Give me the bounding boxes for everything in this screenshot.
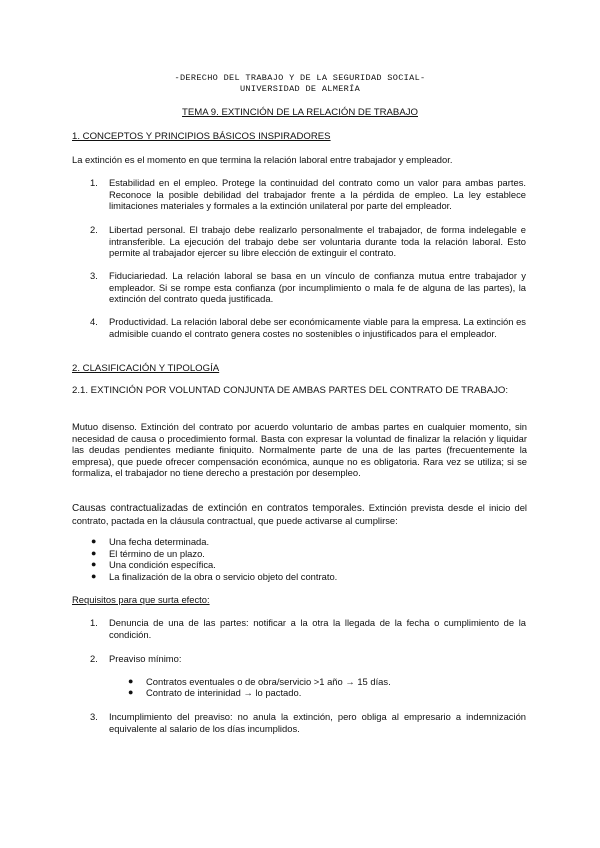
- university-header: UNIVERSIDAD DE ALMERÍA: [239, 84, 361, 94]
- subsection-2-1-heading: 2.1. EXTINCIÓN POR VOLUNTAD CONJUNTA DE AMBAS PARTES DEL CONTRATO DE TRABAJO:: [72, 385, 509, 396]
- principle-item: Fiduciariedad. La relación laboral se basa en un vínculo de confianza mutua entre trabajador y empleador. Si se rompe esta confianza (por incumplimiento o mala fe de alguna de las partes), la extinción del contrato queda justificada.: [109, 270, 526, 305]
- section1-intro: La extinción es el momento en que termina la relación laboral entre trabajador y empleador.: [72, 154, 453, 165]
- list-item: La finalización de la obra o servicio objeto del contrato.: [109, 571, 338, 582]
- requisitos-heading: Requisitos para que surta efecto:: [72, 594, 210, 605]
- page-title: TEMA 9. EXTINCIÓN DE LA RELACIÓN DE TRABAJO: [182, 107, 418, 118]
- causas-paragraph: [72, 502, 527, 526]
- list-item: Una fecha determinada.: [109, 536, 210, 547]
- requisito-item: Denuncia de una de las partes: notificar a la otra la llegada de la fecha o cumplimiento de la condición.: [109, 617, 526, 640]
- principle-item: Productividad. La relación laboral debe ser económicamente viable para la empresa. La extinción es admisible cuando el contrato genera costes no sostenibles o injustificados para el empleador.: [109, 316, 526, 339]
- bullet-icon: ●: [128, 687, 134, 697]
- principle-item: Estabilidad en el empleo. Protege la continuidad del contrato como un valor para ambas partes. Reconoce la posible debilidad del trabajador frente a la pérdida de empleo. La ley establece limitaciones materiales y formales a la extinción unilateral por parte del empleador.: [109, 177, 526, 212]
- bullet-icon: ●: [91, 536, 97, 546]
- list-item: Contrato de interinidad → lo pactado.: [146, 687, 302, 698]
- list-number: 2.: [90, 224, 98, 235]
- bullet-icon: ●: [91, 559, 97, 569]
- list-number: 1.: [90, 177, 98, 188]
- principle-item: Libertad personal. El trabajo debe realizarlo personalmente el trabajador, de forma indelegable e intransferible. La ejecución del trabajo debe ser voluntaria durante toda la relación laboral. Esto permite al trabajador ejercer su libre elección de extinguir el contrato.: [109, 224, 526, 259]
- list-number: 3.: [90, 270, 98, 281]
- course-header: -DERECHO DEL TRABAJO Y DE LA SEGURIDAD SOCIAL-: [174, 73, 426, 83]
- section2-heading: 2. CLASIFICACIÓN Y TIPOLOGÍA: [72, 363, 220, 374]
- causas-lead: Causas contractualizadas de extinción en contratos temporales.: [72, 503, 365, 514]
- list-number: 2.: [90, 653, 98, 664]
- bullet-icon: ●: [91, 571, 97, 581]
- requisito-item: Incumplimiento del preaviso: no anula la extinción, pero obliga al empresario a indemnización equivalente al salario de los días incumplidos.: [109, 711, 526, 734]
- bullet-icon: ●: [128, 676, 134, 686]
- list-item: El término de un plazo.: [109, 548, 205, 559]
- requisito-item: Preaviso mínimo:: [109, 653, 182, 664]
- list-number: 1.: [90, 617, 98, 628]
- list-item: Contratos eventuales o de obra/servicio >1 año → 15 días.: [146, 676, 391, 687]
- list-number: 4.: [90, 316, 98, 327]
- mutuo-disenso-paragraph: Mutuo disenso. Extinción del contrato por acuerdo voluntario de ambas partes en cualquier momento, sin necesidad de causa o procedimiento formal. Basta con expresar la voluntad de finalizar la relación y liquidar las deudas pendientes mediante finiquito. Normalmente parte de una de las partes (frecuentemente la empresa), que puede ofrecer compensación económica, aunque no es obligatoria. Rara vez se utiliza; si se formaliza, el trabajador no tiene derecho a prestación por desempleo.: [72, 421, 527, 479]
- list-item: Una condición específica.: [109, 559, 216, 570]
- list-number: 3.: [90, 711, 98, 722]
- causas-rest: Extinción prevista desde el inicio del contrato, pactada en la cláusula contractual, que puede activarse al cumplirse:: [72, 502, 527, 526]
- section1-heading: 1. CONCEPTOS Y PRINCIPIOS BÁSICOS INSPIRADORES: [72, 131, 331, 142]
- bullet-icon: ●: [91, 548, 97, 558]
